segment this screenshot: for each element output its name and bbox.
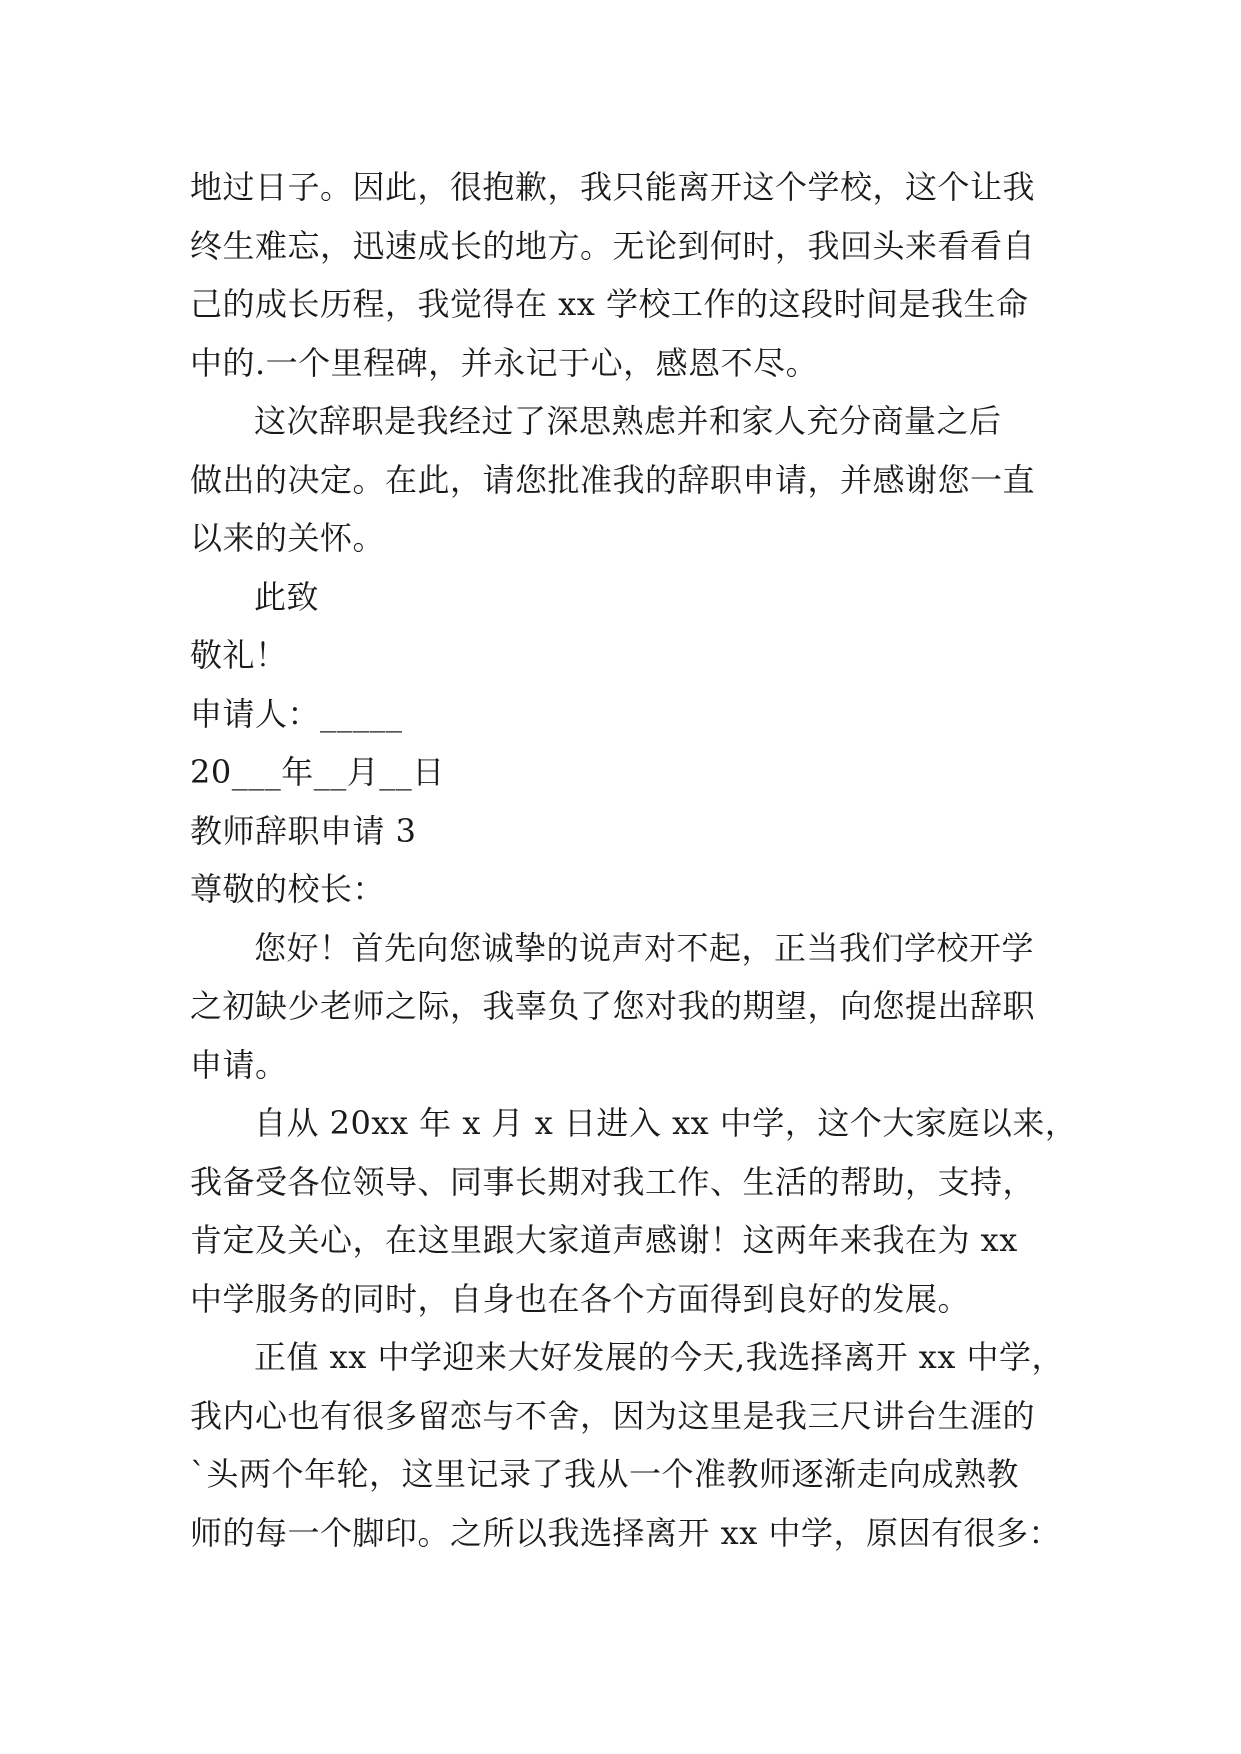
- closing-salutation: 此致: [254, 577, 320, 616]
- text-line: 中学服务的同时，自身也在各个方面得到良好的发展。: [190, 1279, 971, 1318]
- paragraph-start-line: 这次辞职是我经过了深思熟虑并和家人充分商量之后: [254, 402, 1002, 440]
- applicant-signature-line: 申请人：_____: [190, 694, 403, 733]
- text-line: 之初缺少老师之际，我辜负了您对我的期望，向您提出辞职: [190, 987, 1036, 1025]
- paragraph-start-line: 您好！首先向您诚挚的说声对不起，正当我们学校开学: [254, 928, 1035, 967]
- text-line: 地过日子。因此，很抱歉，我只能离开这个学校，这个让我: [190, 168, 1036, 206]
- text-line: 肯定及关心，在这里跟大家道声感谢！这两年来我在为 xx: [190, 1221, 1018, 1259]
- text-line: 师的每一个脚印。之所以我选择离开 xx 中学，原因有很多：: [190, 1513, 1061, 1552]
- text-line: 做出的决定。在此，请您批准我的辞职申请，并感谢您一直: [190, 460, 1036, 499]
- paragraph-start-line: 正值 xx 中学迎来大好发展的今天,我选择离开 xx 中学，: [254, 1338, 1065, 1376]
- text-line: 我内心也有很多留恋与不舍，因为这里是我三尺讲台生涯的: [190, 1396, 1036, 1435]
- text-line: 以来的关怀。: [190, 519, 386, 557]
- text-line: 终生难忘，迅速成长的地方。无论到何时，我回头来看看自: [190, 226, 1036, 265]
- text-line: `头两个年轮，这里记录了我从一个准教师逐渐走向成熟教: [190, 1455, 1020, 1493]
- greeting-line: 尊敬的校长：: [190, 870, 386, 908]
- date-line: 20___年__月__日: [190, 753, 445, 791]
- paragraph-start-line: 自从 20xx 年 x 月 x 日进入 xx 中学，这个大家庭以来，: [254, 1104, 1078, 1142]
- section-title: 教师辞职申请 3: [190, 811, 417, 850]
- closing-regards: 敬礼！: [190, 636, 288, 674]
- text-line: 己的成长历程，我觉得在 xx 学校工作的这段时间是我生命: [190, 285, 1029, 323]
- document-body: [190, 158, 1078, 1562]
- text-line: 申请。: [190, 1045, 288, 1084]
- text-line: 我备受各位领导、同事长期对我工作、生活的帮助，支持，: [190, 1162, 1036, 1201]
- text-line: 中的.一个里程碑，并永记于心，感恩不尽。: [190, 343, 819, 382]
